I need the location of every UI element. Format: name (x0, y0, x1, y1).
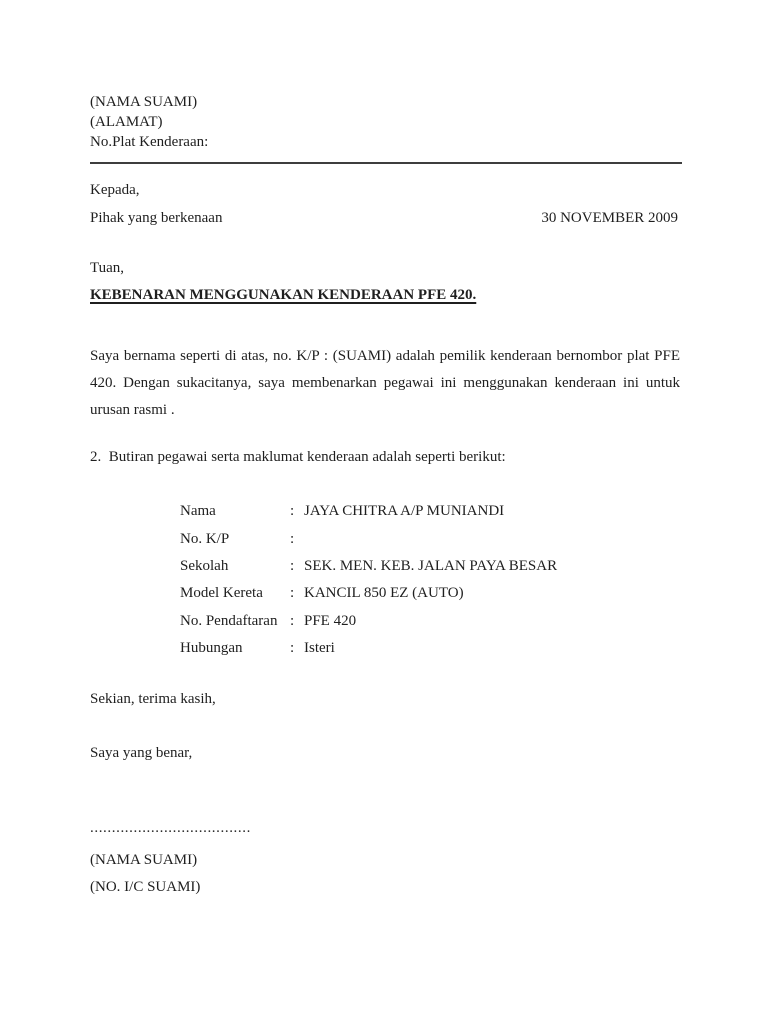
detail-row (180, 635, 678, 662)
body-paragraph (90, 343, 680, 424)
signoff-line: Saya yang benar, (90, 745, 193, 761)
sender-plate-line: No.Plat Kenderaan: (90, 134, 209, 150)
letter-date: 30 NOVEMBER 2009 (541, 210, 678, 226)
detail-label: No. Pendaftaran (180, 612, 278, 629)
detail-row (180, 608, 678, 635)
detail-value: KANCIL 850 EZ (AUTO) (304, 585, 464, 602)
divider-rule (90, 162, 682, 164)
detail-value: SEK. MEN. KEB. JALAN PAYA BESAR (304, 557, 558, 574)
detail-row (180, 580, 678, 607)
sender-name-line: (NAMA SUAMI) (90, 94, 198, 110)
subject-title: KEBENARAN MENGGUNAKAN KENDERAAN PFE 420. (90, 287, 477, 303)
detail-value: JAYA CHITRA A/P MUNIANDI (304, 503, 505, 520)
salutation-line: Tuan, (90, 260, 125, 276)
body-line: Saya bernama seperti di atas, no. K/P : (SUAMI) adalah pemilik kenderaan bernombor plat PFE (90, 348, 680, 364)
sender-address-line: (ALAMAT) (90, 114, 163, 130)
detail-label: Nama (180, 503, 216, 520)
signature-ic-line: (NO. I/C SUAMI) (90, 879, 201, 895)
detail-colon: : (290, 640, 295, 657)
detail-colon: : (290, 612, 295, 629)
signature-name-line: (NAMA SUAMI) (90, 852, 198, 868)
detail-label: Hubungan (180, 640, 243, 657)
detail-colon: : (290, 585, 295, 602)
recipient-line: Pihak yang berkenaan (90, 210, 223, 226)
detail-colon: : (290, 503, 295, 520)
detail-colon: : (290, 557, 295, 574)
details-table (180, 498, 678, 662)
detail-label: Sekolah (180, 557, 229, 574)
sender-block (90, 92, 208, 152)
detail-label: No. K/P (180, 530, 230, 547)
signature-dotted-line: ..................................... (90, 820, 251, 836)
detail-label: Model Kereta (180, 585, 263, 602)
kepada-line: Kepada, (90, 182, 140, 198)
detail-row (180, 553, 678, 580)
detail-row (180, 525, 678, 552)
detail-colon: : (290, 530, 295, 547)
body-line: urusan rasmi . (90, 402, 175, 418)
detail-row (180, 498, 678, 525)
recipient-date-row (90, 210, 678, 227)
detail-value: Isteri (304, 640, 335, 657)
body-line: 420. Dengan sukacitanya, saya membenarkan pegawai ini menggunakan kenderaan ini untuk (90, 375, 680, 391)
item-2-line: 2. Butiran pegawai serta maklumat kenderaan adalah seperti berikut: (90, 449, 506, 465)
closing-line: Sekian, terima kasih, (90, 691, 216, 707)
detail-value: PFE 420 (304, 612, 357, 629)
